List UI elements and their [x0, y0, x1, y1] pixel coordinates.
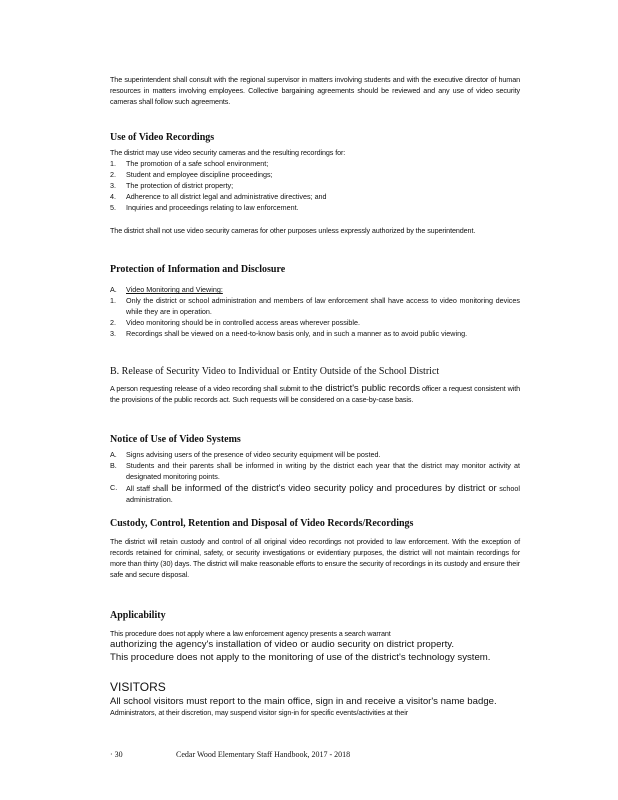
visitors-line-1: All school visitors must report to the main office, sign in and receive a visitor's name badge.: [110, 696, 497, 707]
list-item: 3. The protection of district property;: [110, 181, 234, 190]
section-heading: Custody, Control, Retention and Disposal of Video Records/Recordings: [110, 518, 414, 529]
release-section: [110, 366, 520, 405]
section-heading: Applicability: [110, 610, 166, 621]
list-item: 2. Student and employee discipline proceedings;: [110, 170, 273, 179]
notice-section: [110, 434, 520, 505]
use-of-video-section: [110, 132, 520, 236]
protection-list: [110, 284, 520, 339]
section-closing: The district shall not use video security cameras for other purposes unless expressly authorized by the superintendent.: [110, 226, 476, 235]
list-item: 5. Inquiries and proceedings relating to law enforcement.: [110, 203, 299, 212]
section-heading: VISITORS: [110, 680, 166, 694]
list-item: A. Signs advising users of the presence of video security equipment will be posted.: [110, 450, 381, 459]
applicability-line-2: authorizing the agency's installation of video or audio security on district property.: [110, 639, 455, 650]
protection-section: [110, 264, 520, 339]
custody-paragraph: The district will retain custody and control of all original video recordings not provided to law enforcement. With the exception of records retained for criminal, safety, or security investigations or evidentiary purposes, the district will not maintain recordings for more than thirty (30) days. The district will make reasonable efforts to ensure the security of recordings in its custody and ensure their safe and secure disposal.: [110, 537, 520, 579]
notice-list: [110, 449, 520, 505]
intro-section: [110, 74, 520, 107]
section-heading: Protection of Information and Disclosure: [110, 264, 286, 275]
intro-paragraph: The superintendent shall consult with the regional supervisor in matters involving students and with the executive director of human resources in matters involving employees. Collective bargaining agreements should be reviewed and any use of video security cameras shall follow such agreements.: [110, 75, 520, 106]
list-item: 3. Recordings shall be viewed on a need-to-know basis only, and in such a manner as to avoid public viewing.: [110, 329, 468, 338]
list-item: C. All staff shall be informed of the district's video security policy and procedures by district or school administration.: [110, 482, 520, 504]
list-item: A. Video Monitoring and Viewing:: [110, 285, 223, 294]
applicability-section: [110, 610, 520, 663]
use-list: [110, 158, 520, 213]
page-footer: [110, 750, 510, 759]
page-number: · 30: [110, 750, 123, 759]
list-item: 2. Video monitoring should be in controlled access areas wherever possible.: [110, 318, 360, 327]
section-heading: B. Release of Security Video to Individual or Entity Outside of the School District: [110, 366, 440, 377]
list-item: 4. Adherence to all district legal and administrative directives; and: [110, 192, 327, 201]
section-lead: The district may use video security cameras and the resulting recordings for:: [110, 148, 346, 157]
applicability-line-1: This procedure does not apply where a law enforcement agency presents a search warrant: [110, 629, 391, 638]
release-paragraph: A person requesting release of a video recording shall submit to the district's public records officer a request consistent with the provisions of the public records act. Such requests will be considered on a case-by-case basis.: [110, 383, 520, 404]
visitors-section: [110, 680, 520, 718]
section-heading: Notice of Use of Video Systems: [110, 434, 241, 445]
applicability-line-3: This procedure does not apply to the monitoring of use of the district's technology system.: [110, 652, 491, 663]
list-item: B. Students and their parents shall be informed in writing by the district each year that the district may monitor activity at designated monitoring points.: [110, 461, 520, 481]
custody-section: [110, 518, 520, 580]
footer-text: Cedar Wood Elementary Staff Handbook, 2017 - 2018: [176, 750, 351, 759]
section-heading: Use of Video Recordings: [110, 132, 215, 143]
list-item: 1. Only the district or school administration and members of law enforcement shall have access to video monitoring devices while they are in operation.: [110, 296, 520, 316]
visitors-line-2: Administrators, at their discretion, may suspend visitor sign-in for specific events/activities at their: [110, 708, 408, 717]
list-item: 1. The promotion of a safe school environment;: [110, 159, 269, 168]
